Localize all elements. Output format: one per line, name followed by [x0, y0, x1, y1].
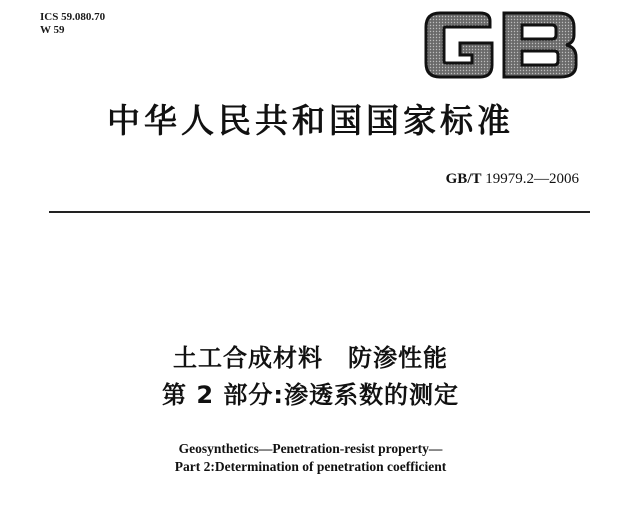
- ics-code: ICS 59.080.70: [40, 11, 106, 23]
- title-cn-line2: 第 2 部分:渗透系数的测定: [161, 381, 459, 409]
- title-en-line1: Geosynthetics—Penetration-resist property—: [178, 441, 443, 456]
- standard-number: [446, 171, 579, 188]
- standard-code: 19979.2—2006: [485, 171, 579, 187]
- standard-prefix: GB/T: [445, 171, 482, 187]
- title-en-line2: Part 2:Determination of penetration coefficient: [174, 459, 447, 474]
- ccs-code: W 59: [40, 24, 65, 36]
- logo-text: GB: [420, 9, 422, 10]
- title-cn-line1: 土工合成材料 防渗性能: [173, 344, 448, 372]
- country-standard-title: 中华人民共和国国家标准: [107, 101, 514, 140]
- gb-logo: [420, 9, 580, 81]
- logo-letter-g: [426, 13, 492, 77]
- logo-letter-b: [504, 13, 576, 77]
- header-divider: [49, 211, 590, 213]
- classification-codes: [40, 11, 105, 37]
